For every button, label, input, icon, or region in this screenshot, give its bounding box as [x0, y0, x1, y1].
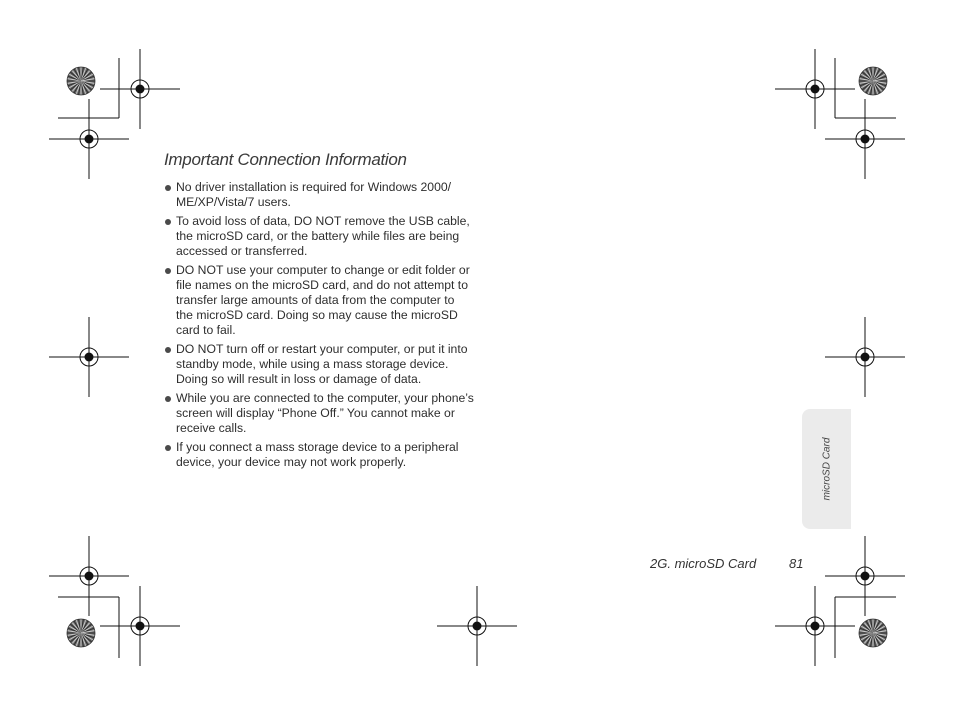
list-item-text: If you connect a mass storage device to a peripheral device, your device may not work properly. [176, 440, 459, 469]
bullet-icon [165, 268, 171, 274]
registration-target-icon [100, 586, 180, 666]
registration-target-icon [825, 317, 905, 397]
bullet-icon [165, 219, 171, 225]
bullet-icon [165, 396, 171, 402]
registration-target-icon [49, 536, 129, 616]
registration-target-icon [825, 99, 905, 179]
list-item [164, 391, 474, 436]
list-item-text: No driver installation is required for Windows 2000/ ME/XP/Vista/7 users. [176, 180, 452, 209]
side-tab-label: microSD Card [821, 437, 832, 501]
side-tab [802, 409, 851, 529]
registration-target-icon [100, 49, 180, 129]
footer-section-name: 2G. microSD Card [650, 556, 757, 571]
bullet-icon [165, 445, 171, 451]
bullet-list [164, 180, 474, 474]
list-item-text: DO NOT turn off or restart your computer, or put it into standby mode, while using a mass storage device. Doing so will result in loss or damage of data. [176, 342, 468, 386]
section-title: Important Connection Information [164, 150, 407, 169]
page-number: 81 [789, 556, 804, 571]
list-item-text: DO NOT use your computer to change or edit folder or file names on the microSD card, and do not attempt to transfer large amounts of data from the computer to the microSD card. Doing so may cause the microSD card to fail. [176, 263, 470, 337]
list-item [164, 214, 474, 259]
list-item-text: While you are connected to the computer, your phone’s screen will display “Phone Off.” You cannot make or receive calls. [176, 391, 474, 435]
bullet-icon [165, 185, 171, 191]
registration-target-icon [825, 536, 905, 616]
registration-target-icon [49, 317, 129, 397]
list-item-text: To avoid loss of data, DO NOT remove the USB cable, the microSD card, or the battery while files are being accessed or transferred. [176, 214, 470, 258]
list-item [164, 342, 474, 387]
bullet-icon [165, 347, 171, 353]
starburst-icon [859, 67, 887, 95]
registration-target-icon [775, 586, 855, 666]
list-item [164, 180, 474, 210]
registration-target-icon [437, 586, 517, 666]
registration-target-icon [49, 99, 129, 179]
list-item [164, 440, 474, 470]
starburst-icon [67, 67, 95, 95]
registration-target-icon [775, 49, 855, 129]
starburst-icon [859, 619, 887, 647]
starburst-icon [67, 619, 95, 647]
list-item [164, 263, 474, 338]
